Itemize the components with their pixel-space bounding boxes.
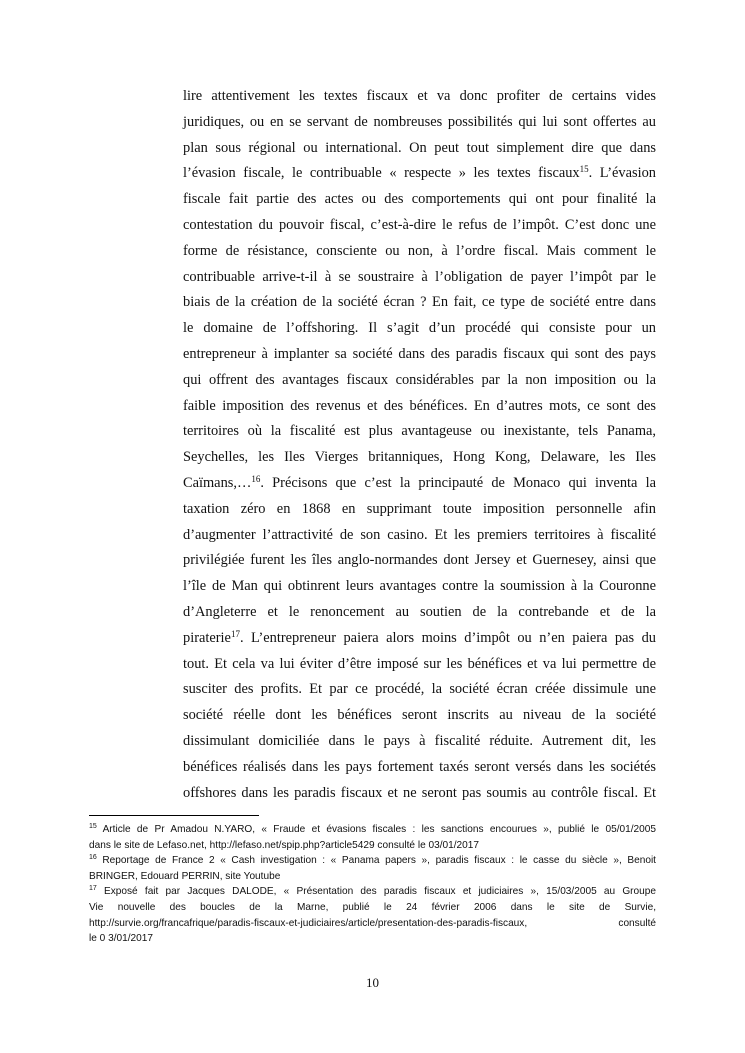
footnote-line: BRINGER, Edouard PERRIN, site Youtube — [89, 870, 281, 882]
body-line: juridiques, ou en se servant de nombreuses possibilités qui lui sont offertes au — [183, 113, 656, 130]
footnote-ref-15[interactable]: 15 — [579, 164, 589, 175]
footnote-number: 15 — [89, 823, 97, 830]
footnote-15 — [89, 822, 656, 853]
footnote-line — [89, 884, 656, 900]
body-line-text: Caïmans,… — [183, 474, 252, 491]
body-line: susciter des profits. Et par ce procédé, la société écran créée dissimule une — [183, 681, 656, 698]
body-line-text: . L’évasion — [588, 165, 656, 182]
body-line: offshores dans les paradis fiscaux et ne seront pas soumis au contrôle fiscal. Et — [183, 784, 656, 801]
footnote-line — [89, 822, 656, 838]
body-line: territoires où la fiscalité est plus avantageuse ou inexistante, tels Panama, — [183, 423, 656, 440]
footnote-ref-17[interactable]: 17 — [230, 628, 240, 639]
body-line: contestation du pouvoir fiscal, c’est-à-dire le refus de l’impôt. C’est donc une — [183, 216, 656, 233]
body-line: bénéfices réalisés dans les pays fortement taxés seront versés dans les sociétés — [183, 758, 656, 775]
footnote-separator — [89, 815, 259, 816]
footnote-16 — [89, 853, 656, 884]
footnote-line — [89, 853, 656, 869]
body-line-text: . L’entrepreneur paiera alors moins d’impôt ou n’en paiera pas du — [239, 629, 656, 646]
footnote-line: http://survie.org/francafrique/paradis-fiscaux-et-judiciaires/article/presentation-des-paradis-fiscaux, consulté — [89, 917, 656, 929]
body-line — [183, 471, 656, 497]
body-line: l’île de Man qui obtinrent leurs avantages contre la soumission à la Couronne — [183, 578, 656, 595]
body-line: forme de résistance, consciente ou non, à l’ordre fiscal. Mais comment le — [183, 242, 656, 259]
footnote-text: Reportage de France 2 « Cash investigation : « Panama papers », paradis fiscaux : le casse du siècle », Benoit — [96, 855, 656, 867]
body-line: entrepreneur à implanter sa société dans des paradis fiscaux qui sont des pays — [183, 345, 656, 362]
body-line: fiscale fait partie des actes ou des comportements qui ont pour finalité la — [183, 191, 656, 208]
body-line: dissimulant domiciliée dans le pays à fiscalité réduite. Autrement dit, les — [183, 732, 656, 749]
body-line: faible imposition des revenus et des bénéfices. En d’autres mots, ce sont des — [183, 397, 656, 414]
body-line-text: piraterie — [183, 629, 231, 646]
body-line: tout. Et cela va lui éviter d’être imposé sur les bénéfices et va lui permettre de — [183, 655, 656, 672]
footnote-line: le 0 3/01/2017 — [89, 933, 153, 945]
body-line: d’augmenter l’attractivité de son casino. Et les premiers territoires à fiscalité — [183, 526, 656, 543]
body-line: le domaine de l’offshoring. Il s’agit d’un procédé qui consiste pour un — [183, 320, 656, 337]
footnote-number: 17 — [89, 885, 97, 893]
body-line: qui offrent des avantages fiscaux considérables par la non imposition ou la — [183, 371, 656, 388]
footnote-17 — [89, 884, 656, 946]
body-line: plan sous régional ou international. On peut tout simplement dire que dans — [183, 139, 656, 156]
body-line — [183, 161, 656, 187]
footnote-line: Vie nouvelle des boucles de la Marne, publié le 24 février 2006 dans le site de Survie, — [89, 901, 656, 913]
body-line: contribuable arrive-t-il à se soustraire à l’obligation de payer l’impôt par le — [183, 268, 656, 285]
body-line: lire attentivement les textes fiscaux et va donc profiter de certains vides — [183, 88, 656, 104]
body-line: Seychelles, les Iles Vierges britanniques, Hong Kong, Delaware, les Iles — [183, 449, 656, 466]
footnote-text: Exposé fait par Jacques DALODE, « Présentation des paradis fiscaux et judiciaires », 15/03/2005 au Groupe — [96, 886, 656, 898]
footnote-line: dans le site de Lefaso.net, http://lefaso.net/spip.php?article5429 consulté le 03/01/2017 — [89, 839, 480, 851]
footnote-ref-16[interactable]: 16 — [251, 473, 261, 484]
body-line-text: l’évasion fiscale, le contribuable « respecte » les textes fiscaux — [183, 165, 580, 182]
page-number: 10 — [366, 975, 379, 990]
body-line: d’Angleterre et le renoncement au soutien de la contrebande et de la — [183, 603, 656, 620]
body-line: taxation zéro en 1868 en supprimant toute imposition personnelle afin — [183, 500, 656, 517]
body-line-text: . Précisons que c’est la principauté de Monaco qui inventa la — [260, 474, 656, 491]
body-line — [183, 626, 656, 652]
body-line: biais de la création de la société écran ? En fait, ce type de société entre dans — [183, 294, 656, 311]
body-line: privilégiée furent les îles anglo-normandes dont Jersey et Guernesey, ainsi que — [183, 552, 656, 569]
footnotes — [89, 822, 656, 947]
footnote-text: Article de Pr Amadou N.YARO, « Fraude et évasions fiscales : les sanctions encourues », publié le 05/01/2005 — [96, 824, 656, 835]
body-line: société réelle dont les bénéfices seront inscrits au niveau de la société — [183, 707, 656, 724]
body-paragraph — [183, 84, 656, 806]
footnote-number: 16 — [89, 854, 97, 862]
